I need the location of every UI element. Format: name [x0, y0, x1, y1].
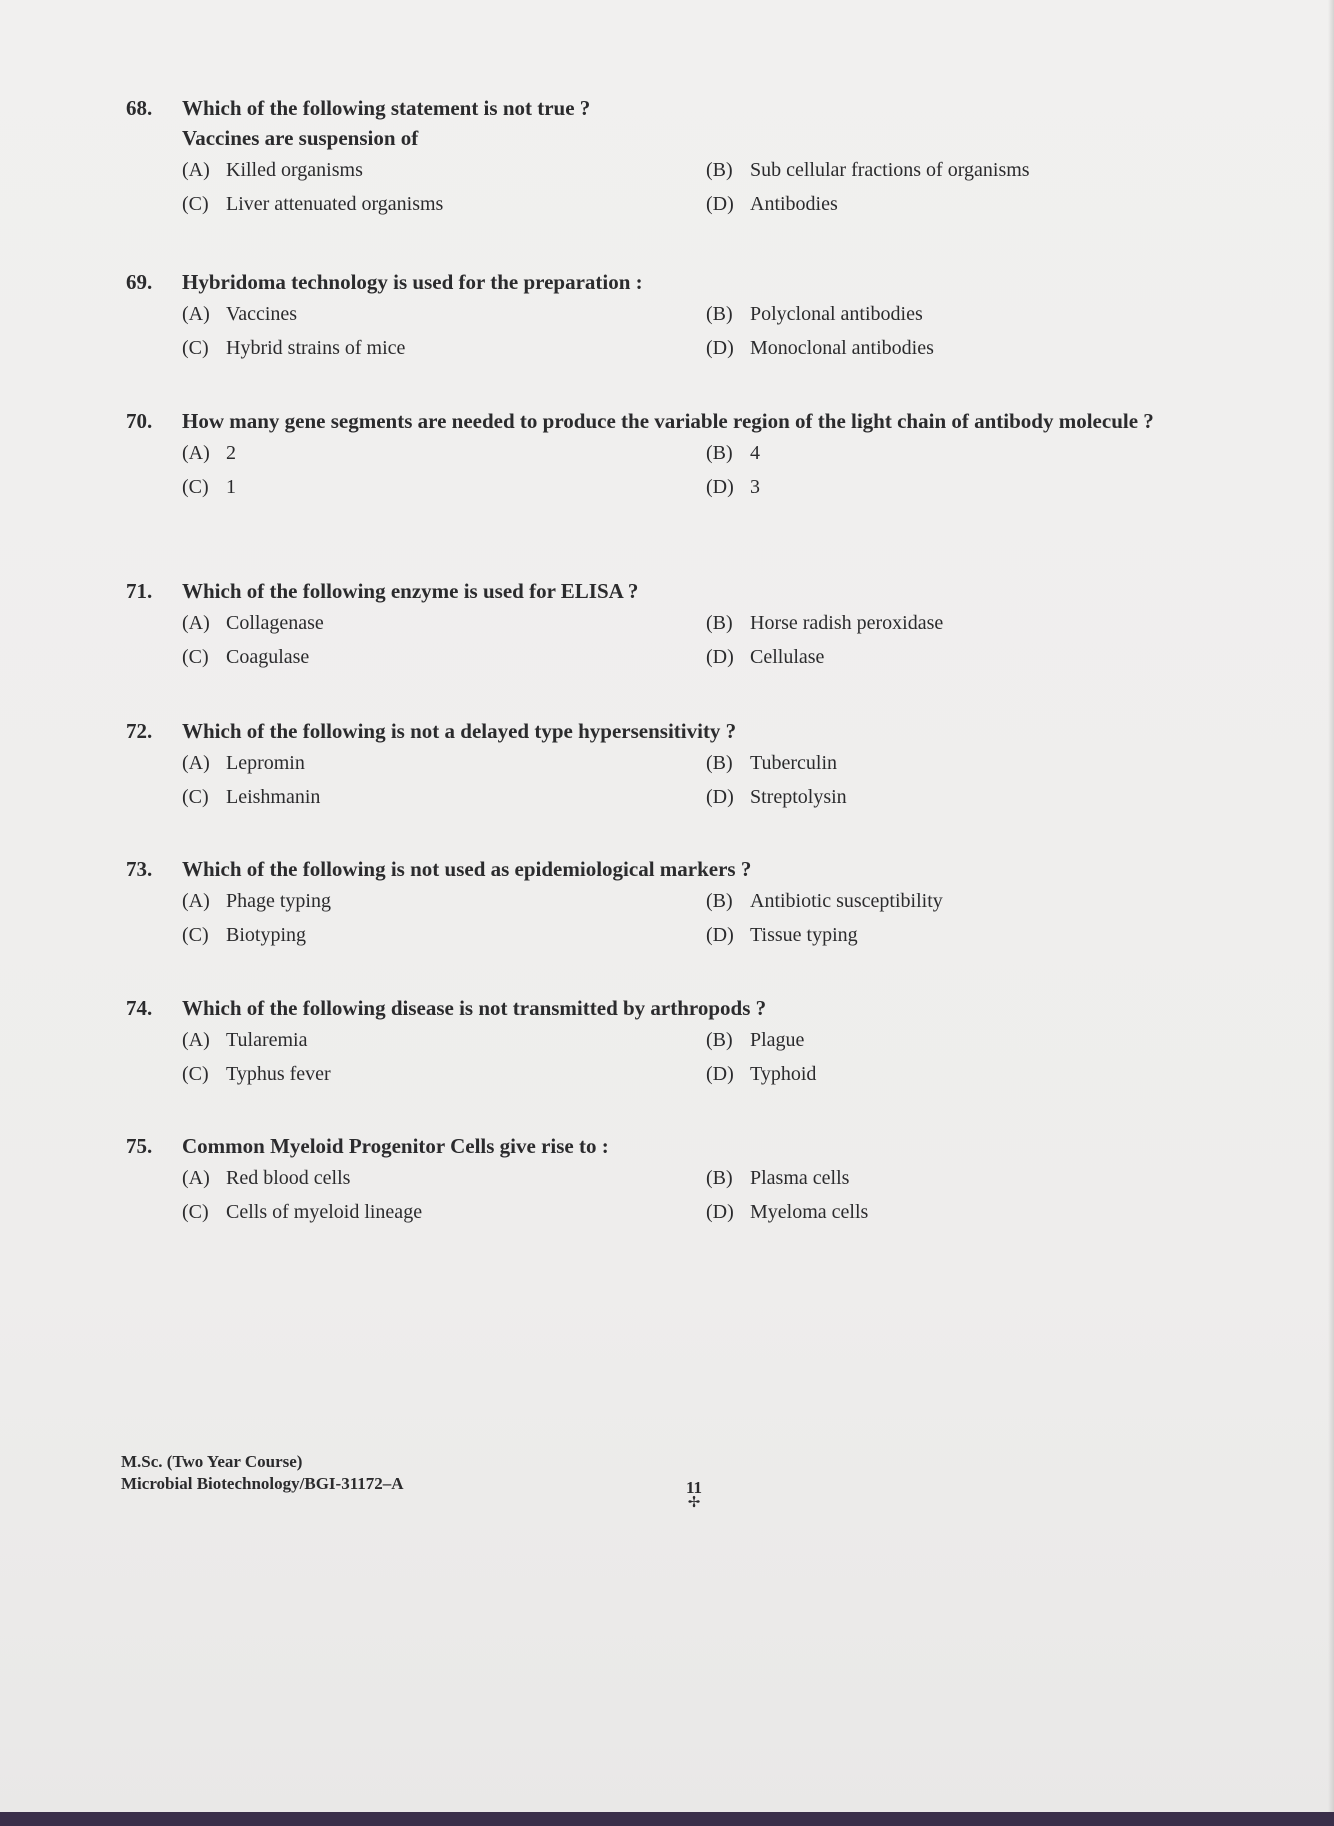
option-letter: (D): [706, 476, 734, 498]
question-74: [126, 993, 1216, 1091]
option-text: Killed organisms: [226, 159, 363, 181]
option-text: Collagenase: [226, 612, 324, 634]
option-letter: (C): [182, 193, 209, 215]
option-text: Biotyping: [226, 924, 307, 946]
option-d: [706, 640, 1216, 674]
question-number: 70.: [126, 409, 153, 433]
option-b: [706, 1161, 1216, 1195]
option-text: Sub cellular fractions of organisms: [750, 159, 1030, 181]
option-letter: (D): [706, 646, 734, 668]
option-text: Red blood cells: [226, 1167, 351, 1189]
option-text: Typhoid: [750, 1063, 817, 1085]
option-c: [182, 780, 706, 814]
option-letter: (C): [182, 1063, 209, 1085]
option-letter: (D): [706, 193, 734, 215]
option-letter: (B): [706, 159, 733, 181]
option-text: 4: [750, 442, 760, 464]
question-text: Which of the following statement is not true ?: [182, 96, 591, 120]
option-text: Plasma cells: [750, 1167, 850, 1189]
option-text: 3: [750, 476, 760, 498]
option-letter: (C): [182, 786, 209, 808]
option-text: Vaccines: [226, 303, 298, 325]
option-letter: (D): [706, 1201, 734, 1223]
option-c: [182, 640, 706, 674]
option-text: Antibodies: [750, 193, 838, 215]
option-letter: (C): [182, 337, 209, 359]
question-number: 75.: [126, 1134, 153, 1158]
option-a: [182, 153, 706, 187]
page-number-value: 11: [685, 1478, 703, 1497]
question-text: How many gene segments are needed to produce the variable region of the light chain of antibody molecule ?: [182, 409, 1154, 433]
option-letter: (B): [706, 303, 733, 325]
option-letter: (A): [182, 442, 210, 464]
option-letter: (A): [182, 890, 210, 912]
option-a: [182, 884, 706, 918]
question-73: [126, 854, 1216, 952]
scan-edge: [1328, 0, 1334, 1826]
option-b: [706, 153, 1216, 187]
question-number: 68.: [126, 96, 153, 120]
option-text: Plague: [750, 1029, 805, 1051]
option-text: Cells of myeloid lineage: [226, 1201, 423, 1223]
option-c: [182, 331, 706, 365]
option-row: [182, 436, 1216, 470]
question-69: [126, 267, 1216, 365]
question-text: Common Myeloid Progenitor Cells give rise to :: [182, 1134, 609, 1158]
option-letter: (B): [706, 612, 733, 634]
option-letter: (C): [182, 924, 209, 946]
option-a: [182, 1023, 706, 1057]
option-letter: (C): [182, 476, 209, 498]
option-row: [182, 1161, 1216, 1195]
option-b: [706, 297, 1216, 331]
option-letter: (A): [182, 1029, 210, 1051]
option-a: [182, 606, 706, 640]
option-letter: (A): [182, 752, 210, 774]
option-a: [182, 436, 706, 470]
question-text: Which of the following enzyme is used for ELISA ?: [182, 579, 639, 603]
option-c: [182, 918, 706, 952]
option-row: [182, 187, 1216, 221]
option-row: [182, 297, 1216, 331]
question-number: 73.: [126, 857, 153, 881]
option-letter: (B): [706, 752, 733, 774]
option-letter: (B): [706, 1029, 733, 1051]
question-text: Hybridoma technology is used for the preparation :: [182, 270, 643, 294]
option-row: [182, 470, 1216, 504]
option-letter: (B): [706, 890, 733, 912]
option-row: [182, 640, 1216, 674]
option-text: Cellulase: [750, 646, 825, 668]
option-letter: (D): [706, 1063, 734, 1085]
option-text: Antibiotic susceptibility: [750, 890, 943, 912]
option-text: Streptolysin: [750, 786, 847, 808]
option-text: 1: [226, 476, 236, 498]
footer-paper-code: Microbial Biotechnology/BGI-31172–A: [121, 1474, 404, 1493]
option-row: [182, 918, 1216, 952]
option-a: [182, 297, 706, 331]
option-a: [182, 1161, 706, 1195]
question-70: [126, 406, 1216, 504]
scan-bottom-border: [0, 1812, 1334, 1826]
question-75: [126, 1131, 1216, 1229]
option-d: [706, 1195, 1216, 1229]
option-b: [706, 1023, 1216, 1057]
option-b: [706, 606, 1216, 640]
option-text: Tissue typing: [750, 924, 858, 946]
option-d: [706, 187, 1216, 221]
option-d: [706, 780, 1216, 814]
option-text: Leishmanin: [226, 786, 321, 808]
option-text: Horse radish peroxidase: [750, 612, 944, 634]
footer-course: M.Sc. (Two Year Course): [121, 1452, 303, 1471]
page-number: [684, 1480, 704, 1510]
question-text: Which of the following is not a delayed type hypersensitivity ?: [182, 719, 737, 743]
question-72: [126, 716, 1216, 814]
option-letter: (D): [706, 337, 734, 359]
option-c: [182, 187, 706, 221]
question-number: 72.: [126, 719, 153, 743]
option-text: Lepromin: [226, 752, 305, 774]
option-letter: (A): [182, 303, 210, 325]
option-row: [182, 331, 1216, 365]
option-letter: (B): [706, 1167, 733, 1189]
question-number: 69.: [126, 270, 153, 294]
option-text: Myeloma cells: [750, 1201, 869, 1223]
question-number: 71.: [126, 579, 153, 603]
option-letter: (A): [182, 159, 210, 181]
option-b: [706, 746, 1216, 780]
option-row: [182, 746, 1216, 780]
option-d: [706, 1057, 1216, 1091]
page-footer: [121, 1451, 621, 1495]
option-text: Tularemia: [226, 1029, 308, 1051]
option-row: [182, 606, 1216, 640]
option-text: Monoclonal antibodies: [750, 337, 934, 359]
option-letter: (D): [706, 924, 734, 946]
option-letter: (C): [182, 1201, 209, 1223]
option-a: [182, 746, 706, 780]
option-c: [182, 470, 706, 504]
question-subtext: Vaccines are suspension of: [182, 126, 419, 150]
option-d: [706, 331, 1216, 365]
option-letter: (A): [182, 612, 210, 634]
option-text: Phage typing: [226, 890, 331, 912]
option-row: [182, 153, 1216, 187]
option-b: [706, 436, 1216, 470]
option-row: [182, 1195, 1216, 1229]
option-row: [182, 884, 1216, 918]
option-text: Hybrid strains of mice: [226, 337, 406, 359]
page-mark: ✢: [687, 1495, 701, 1511]
option-letter: (C): [182, 646, 209, 668]
option-letter: (D): [706, 786, 734, 808]
option-letter: (A): [182, 1167, 210, 1189]
question-68: [126, 93, 1216, 221]
option-c: [182, 1195, 706, 1229]
option-text: Tuberculin: [750, 752, 838, 774]
option-text: Polyclonal antibodies: [750, 303, 923, 325]
option-text: 2: [226, 442, 236, 464]
option-row: [182, 780, 1216, 814]
option-b: [706, 884, 1216, 918]
question-number: 74.: [126, 996, 153, 1020]
question-71: [126, 576, 1216, 674]
question-text: Which of the following disease is not transmitted by arthropods ?: [182, 996, 767, 1020]
option-d: [706, 470, 1216, 504]
question-text: Which of the following is not used as epidemiological markers ?: [182, 857, 752, 881]
option-row: [182, 1023, 1216, 1057]
option-row: [182, 1057, 1216, 1091]
option-c: [182, 1057, 706, 1091]
option-text: Liver attenuated organisms: [226, 193, 444, 215]
option-text: Typhus fever: [226, 1063, 331, 1085]
option-text: Coagulase: [226, 646, 310, 668]
option-letter: (B): [706, 442, 733, 464]
option-d: [706, 918, 1216, 952]
